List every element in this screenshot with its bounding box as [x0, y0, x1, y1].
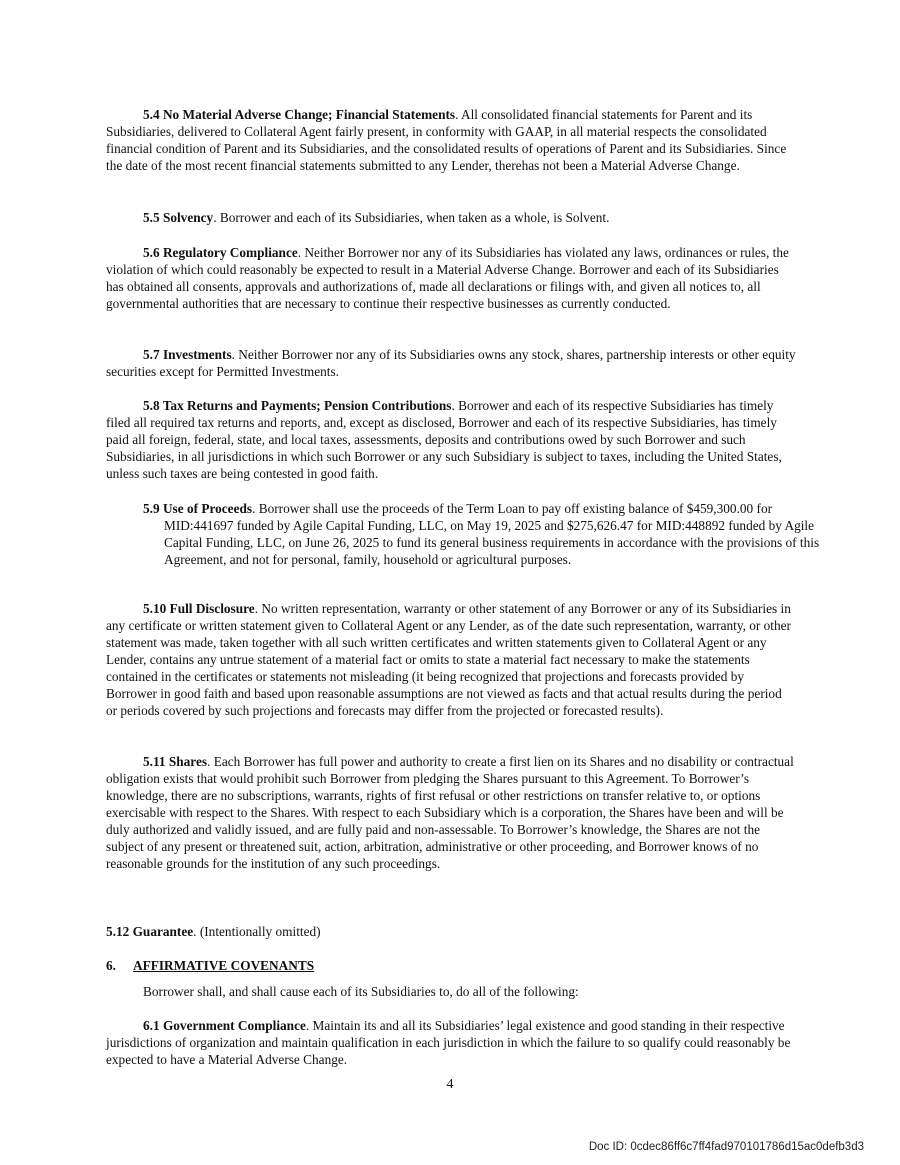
- section-5-11-heading: 5.11 Shares: [143, 754, 208, 769]
- section-6-1-heading: 6.1 Government Compliance: [143, 1018, 306, 1033]
- section-5-10-body: . No written representation, warranty or other statement of any Borrower or any of its Subsidiaries in any certificate or written statement given to Collateral Agent or any Lender, as of the date such representation, warranty, or other statement was made, taken together with all such written certificates and written statements given to Collateral Agent or any Lender, contains any untrue statement of a material fact or omits to state a material fact necessary to make the statements contained in the certificates or statements not misleading (it being recognized that projections and forecasts provided by Borrower in good faith and based upon reasonable assumptions are not viewed as facts and that actual results during the period or periods covered by such projections and forecasts may differ from the projected or forecasted results).: [106, 601, 791, 718]
- section-5-9: [143, 500, 826, 568]
- section-6-heading: [106, 957, 314, 974]
- section-6-1-body: . Maintain its and all its Subsidiaries’ legal existence and good standing in their respective jurisdictions of organization and maintain qualification in each jurisdiction in which the failure to so qualify could reasonably be expected to have a Material Adverse Change.: [106, 1018, 791, 1067]
- section-5-10-heading: 5.10 Full Disclosure: [143, 601, 255, 616]
- doc-id: Doc ID: 0cdec86ff6c7ff4fad970101786d15ac0defb3d3: [588, 1141, 864, 1153]
- section-5-12: [106, 923, 796, 940]
- section-5-4: [106, 106, 796, 174]
- section-5-12-body: . (Intentionally omitted): [193, 924, 321, 939]
- section-5-8-heading: 5.8 Tax Returns and Payments; Pension Contributions: [143, 398, 452, 413]
- section-5-4-heading: 5.4 No Material Adverse Change; Financial Statements: [143, 107, 456, 122]
- page-number: 4: [446, 1077, 454, 1092]
- section-5-6: [106, 244, 796, 312]
- section-5-5-heading: 5.5 Solvency: [143, 210, 214, 225]
- section-5-9-heading: 5.9 Use of Proceeds: [143, 501, 253, 516]
- section-5-8-body: . Borrower and each of its respective Subsidiaries has timely filed all required tax returns and reports, and, except as disclosed, Borrower and each of its respective Subsidiaries, has timely paid all foreign, federal, state, and local taxes, assessments, deposits and contributions owed by such Borrower and such Subsidiaries, in all jurisdictions in which such Borrower or any such Subsidiary is subject to taxes, including the United States, unless such taxes are being contested in good faith.: [106, 398, 782, 481]
- section-5-8: [106, 397, 796, 482]
- section-5-12-heading: 5.12 Guarantee: [106, 924, 194, 939]
- section-5-10: [106, 600, 796, 719]
- section-5-11-body: . Each Borrower has full power and authority to create a first lien on its Shares and no disability or contractual obligation exists that would prohibit such Borrower from pledging the Shares pursuant to this Agreement. To Borrower’s knowledge, there are no subscriptions, warrants, rights of first refusal or other restrictions on transfer relative to, or options exercisable with respect to the Shares. With respect to each Subsidiary which is a corporation, the Shares have been and will be duly authorized and validly issued, and are fully paid and non-assessable. To Borrower’s knowledge, the Shares are not the subject of any present or threatened suit, action, arbitration, administrative or other proceeding, and Borrower knows of no reasonable grounds for the institution of any such proceedings.: [106, 754, 794, 871]
- section-6-intro: Borrower shall, and shall cause each of its Subsidiaries to, do all of the following:: [143, 984, 579, 999]
- section-5-7-body: . Neither Borrower nor any of its Subsidiaries owns any stock, shares, partnership interests or other equity securities except for Permitted Investments.: [106, 347, 796, 379]
- section-5-5-body: . Borrower and each of its Subsidiaries, when taken as a whole, is Solvent.: [213, 210, 610, 225]
- section-6-number: 6.: [106, 958, 116, 973]
- section-5-5: [106, 209, 796, 226]
- section-6-title: AFFIRMATIVE COVENANTS: [133, 958, 315, 973]
- section-5-7: [106, 346, 796, 380]
- section-5-4-body: . All consolidated financial statements for Parent and its Subsidiaries, delivered to Collateral Agent fairly present, in conformity with GAAP, in all material respects the consolidated financial condition of Parent and its Subsidiaries, and the consolidated results of operations of Parent and its Subsidiaries. Since the date of the most recent financial statements submitted to any Lender, therehas not been a Material Adverse Change.: [106, 107, 787, 173]
- section-5-9-body: . Borrower shall use the proceeds of the Term Loan to pay off existing balance of $459,300.00 for MID:441697 funded by Agile Capital Funding, LLC, on May 19, 2025 and $275,626.47 for MID:448892 funded by Agile Capital Funding, LLC, on June 26, 2025 to fund its general business requirements in accordance with the provisions of this Agreement, and not for personal, family, household or agricultural purposes.: [164, 501, 820, 567]
- section-5-6-body: . Neither Borrower nor any of its Subsidiaries has violated any laws, ordinances or rules, the violation of which could reasonably be expected to result in a Material Adverse Change. Borrower and each of its Subsidiaries has obtained all consents, approvals and authorizations of, made all declarations or filings with, and given all notices to, all governmental authorities that are necessary to continue their respective businesses as currently conducted.: [106, 245, 789, 311]
- section-5-11: [106, 753, 796, 872]
- section-6-1: [106, 1017, 796, 1068]
- section-5-6-heading: 5.6 Regulatory Compliance: [143, 245, 298, 260]
- section-5-7-heading: 5.7 Investments: [143, 347, 232, 362]
